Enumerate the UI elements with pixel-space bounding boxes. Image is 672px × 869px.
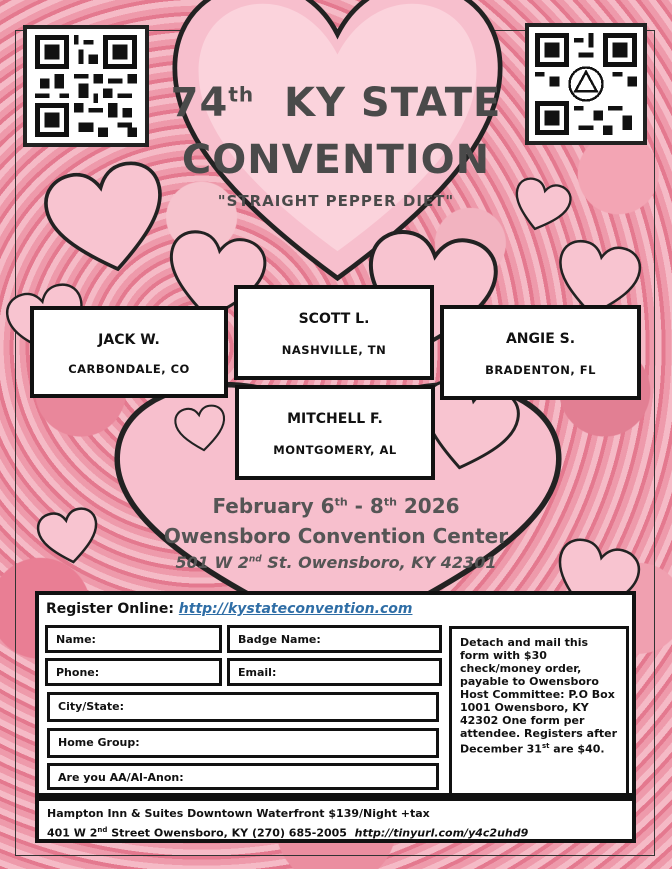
speaker-name: SCOTT L.: [298, 311, 370, 327]
hotel-address-line: 401 W 2nd Street Owensboro, KY (270) 685-2005 http://tinyurl.com/y4c2uhd9: [47, 826, 529, 840]
speaker-card-angie: [440, 305, 641, 400]
speaker-name: MITCHELL F.: [287, 411, 383, 427]
speaker-location: CARBONDALE, CO: [68, 362, 190, 376]
small-heart: [172, 402, 230, 457]
aa-alanon-field[interactable]: Are you AA/Al-Anon:: [47, 763, 439, 790]
speaker-location: MONTGOMERY, AL: [273, 443, 397, 457]
speaker-name: JACK W.: [98, 332, 160, 348]
email-field[interactable]: Email:: [227, 658, 442, 686]
speaker-card-mitchell: [235, 385, 435, 480]
register-link[interactable]: http://kystateconvention.com: [178, 601, 413, 617]
name-field[interactable]: Name:: [45, 625, 222, 653]
register-online: [46, 601, 412, 617]
event-dates: February 6th - 8th 2026: [212, 494, 460, 518]
speaker-location: BRADENTON, FL: [485, 363, 596, 377]
mail-in-instructions: Detach and mail this form with $30 check/money order, payable to Owensboro Host Committee: P.O Box 1001 Owensboro, KY 42302 One form per attendee. Registers after December 31st are $40.: [449, 626, 629, 796]
phone-field[interactable]: Phone:: [45, 658, 222, 686]
speaker-name: ANGIE S.: [505, 331, 576, 347]
event-address: 501 W 2nd St. Owensboro, KY 42301: [175, 553, 497, 572]
registration-form: [35, 591, 636, 797]
convention-title-line2: CONVENTION: [181, 137, 491, 183]
hotel-info: [35, 797, 636, 843]
city-state-field[interactable]: City/State:: [47, 692, 439, 722]
convention-title-line1: 74th KY STATE: [170, 80, 502, 126]
small-heart: [33, 503, 104, 571]
home-group-field[interactable]: Home Group:: [47, 728, 439, 758]
speaker-card-scott: [234, 285, 434, 380]
speaker-location: NASHVILLE, TN: [281, 343, 387, 357]
event-venue: Owensboro Convention Center: [163, 524, 509, 548]
convention-theme: "STRAIGHT PEPPER DIET": [217, 192, 455, 210]
speaker-card-jack: [30, 306, 228, 398]
hotel-link[interactable]: http://tinyurl.com/y4c2uhd9: [354, 826, 529, 840]
hotel-name-rate: Hampton Inn & Suites Downtown Waterfront $139/Night +tax: [47, 807, 430, 820]
register-label: Register Online:: [46, 601, 174, 617]
badge-name-field[interactable]: Badge Name:: [227, 625, 442, 653]
